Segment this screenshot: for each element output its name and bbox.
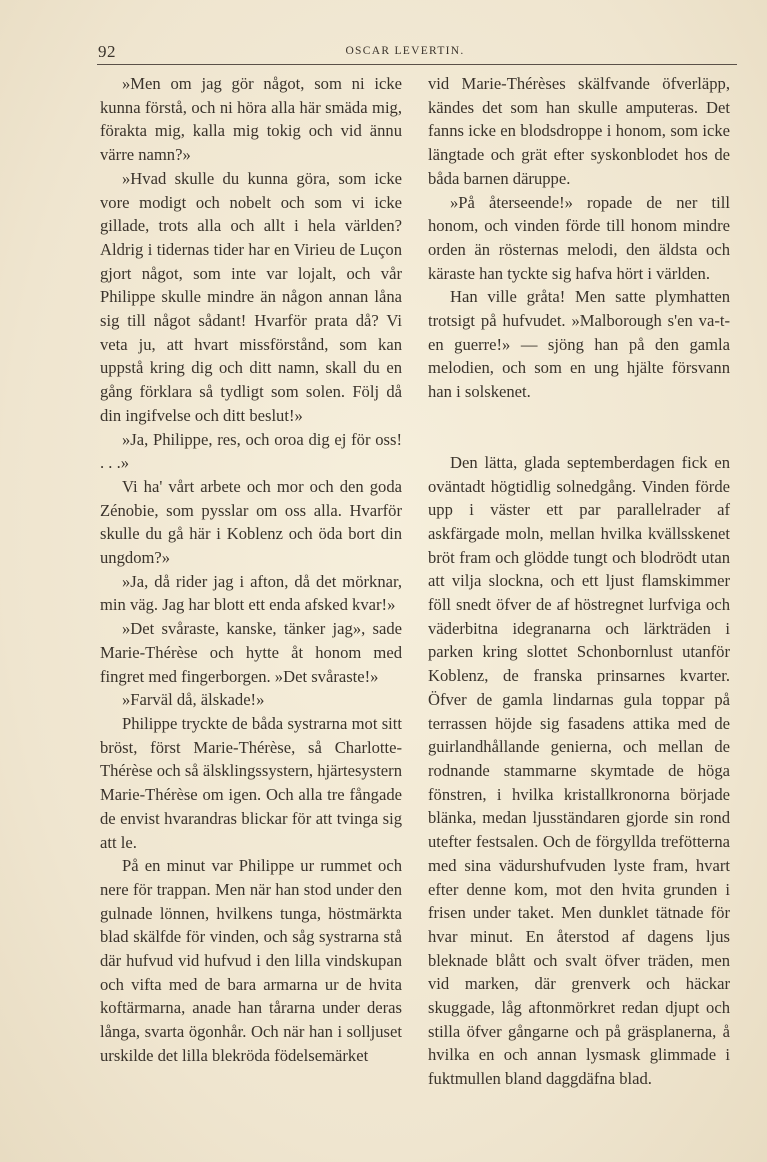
paragraph: »Men om jag gör något, som ni icke kunna förstå, och ni höra alla här smäda mig, förakta mig, kalla mig tokig och vid ännu värre namn?» (100, 74, 402, 165)
paragraph: Vi ha' vårt arbete och mor och den goda Zénobie, som pysslar om oss alla. Hvarför skulle du gå här i Koblenz och öda bort din ungdom?» (100, 476, 402, 568)
paragraph: »Ja, Philippe, res, och oroa dig ej för oss! . . .» (100, 429, 402, 473)
paragraph: Philippe tryckte de båda systrarna mot sitt bröst, först Marie-Thérèse, så Charlotte-Thérèse och så älsklingssystern, hjärtesystern Marie-Thérèse om igen. Och alla tre fångade de envist hvarandras blickar för att tvinga sig att le. (100, 713, 402, 852)
paragraph: »Hvad skulle du kunna göra, som icke vore modigt och nobelt och som vi icke gillade, trots alla och allt i hela världen? Aldrig i tidernas tider har en Virieu de Luçon gjort något, som inte var lojalt, och vår Philippe skulle mindre än någon annan låna sig till något sådant! Hvarför prata då? Vi veta ju, att hvart missförstånd, som kan uppstå kring dig och ditt namn, skall du en gång förklara så tydligt som solen. Följ då din ingifvelse och ditt beslut!» (100, 168, 402, 425)
left-text-column (100, 72, 402, 1068)
section-paragraph: Den lätta, glada septemberdagen fick en oväntadt högtidlig solnedgång. Vinden förde upp i väster ett par parallelrader af askfärgade moln, mellan hvilka kvällsskenet bröt fram och glödde tungt och blodrödt utan att vilja slockna, och ett ljust flamskimmer föll snedt öfver de af höstregnet lurfviga och väderbitna idegranarna och lärkträden i parken kring slottet Schonbornlust utanför Koblenz, de franska prinsarnes kvarter. Öfver de gamla lindarnas gula toppar på terrassen höjde sig fasadens attika med de guirlandhållande genierna, och mellan de rodnande stammarne skymtade de höga fönstren, i hvilka kristallkronorna började blänka, medan ljusständaren gjorde sin rond utefter festsalen. Och de förgyllda trefötterna med sina vädurshufvuden lyste fram, hvart efter denne kom, mot den hvita grunden i frisen under taket. Men dunklet tätnade för hvar minut. En återstod af dagens ljus bleknade blått och svalt öfver träden, men vid marken, där grenverk och häckar skuggade, låg aftonmörkret redan djupt och stilla öfver gångarne och på gräsplanerna, å hvilka en och annan lysmask glimmade i fuktmullen bland daggdäfna blad. (428, 452, 730, 1089)
paragraph-continuation: vid Marie-Thérèses skälfvande öfverläpp, kändes det som han skulle amputeras. Det fanns icke en blodsdroppe i honom, som icke längtade och grät efter syskonblodet hos de båda barnen däruppe. (428, 74, 730, 188)
paragraph: »På återseende!» ropade de ner till honom, och vinden förde till honom mindre orden än rösternas melodi, den äldsta och käraste han tyckte sig hafva hört i världen. (428, 192, 730, 283)
paragraph: På en minut var Philippe ur rummet och nere för trappan. Men när han stod under den gulnade lönnen, hvilkens tunga, höstmärkta blad skälfde för vinden, och såg systrarna stå där hufvud vid hufvud i den lilla vindskupan och vifta med de bara armarna ur de hvita koftärmarna, anade han tårarna under deras långa, svarta ögonhår. Och när han i solljuset urskilde det lilla blekröda födelsemärket (100, 856, 402, 1065)
paragraph: »Farväl då, älskade!» (122, 690, 265, 710)
running-header-title: OSCAR LEVERTIN. (345, 45, 465, 57)
paragraph: »Ja, då rider jag i afton, då det mörknar, min väg. Jag har blott ett enda afsked kvar!» (100, 571, 402, 615)
paragraph: »Det svåraste, kanske, tänker jag», sade Marie-Thérèse och hytte åt honom med fingret med fingerborgen. »Det svåraste!» (100, 619, 402, 686)
page-number: 92 (98, 42, 116, 61)
paragraph: Han ville gråta! Men satte plymhatten trotsigt på hufvudet. »Malborough s'en va-t-en guerre!» — sjöng han på den gamla melodien, och som en ung hjälte försvann han i solskenet. (428, 287, 730, 402)
right-text-column (428, 72, 730, 1091)
header-rule (97, 64, 737, 65)
